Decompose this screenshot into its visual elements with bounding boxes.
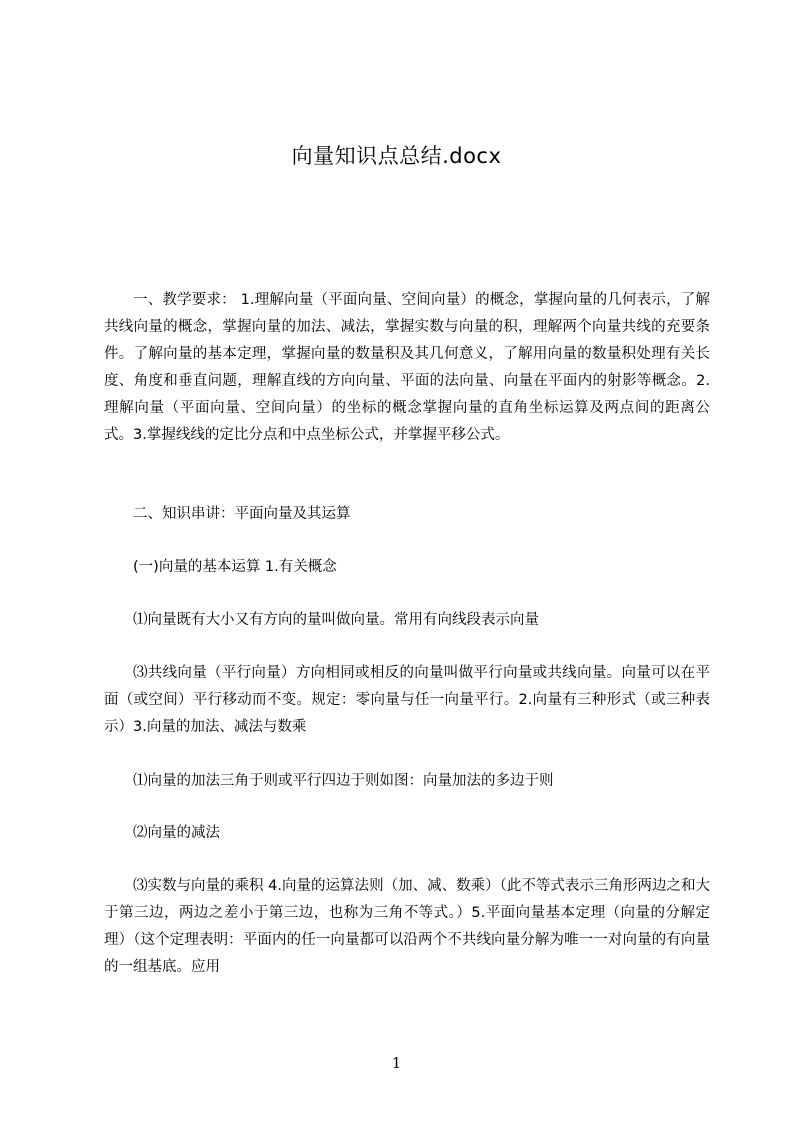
document-title: 向量知识点总结.docx <box>291 144 502 168</box>
paragraph-knowledge-heading: 二、知识串讲：平面向量及其运算 <box>133 506 351 522</box>
paragraph-basic-operations-heading: (一)向量的基本运算 1.有关概念 <box>133 559 337 575</box>
page-number: 1 <box>391 1054 402 1072</box>
paragraph-vector-subtraction: ⑵向量的减法 <box>133 825 220 841</box>
paragraph-teaching-requirements: 一、教学要求： 1.理解向量（平面向量、空间向量）的概念，掌握向量的几何表示，了解共线向量的概念，掌握向量的加法、减法，掌握实数与向量的积，理解两个向量共线的充要条件。了解向量的基本定理，掌握向量的数量积及其几何意义，了解用向量的数量积处理有关长度、角度和垂直问题，理解直线的方向向量、平面的法向量、向量在平面内的射影等概念。2.理解向量（平面向量、空间向量）的坐标的概念掌握向量的直角坐标运算及两点间的距离公式。3.掌握线线的定比分点和中点坐标公式，并掌握平移公式。 <box>104 292 710 443</box>
paragraph-vector-definition: ⑴向量既有大小又有方向的量叫做向量。常用有向线段表示向量 <box>133 612 539 628</box>
paragraph-vector-addition: ⑴向量的加法三角于则或平行四边于则如图：向量加法的多边于则 <box>133 773 554 789</box>
paragraph-collinear-vectors: ⑶共线向量（平行向量）方向相同或相反的向量叫做平行向量或共线向量。向量可以在平面（或空间）平行移动而不变。规定：零向量与任一向量平行。2.向量有三种形式（或三种表示）3.向量的加法、减法与数乘 <box>104 665 710 735</box>
paragraph-scalar-multiplication: ⑶实数与向量的乘积 4.向量的运算法则（加、减、数乘）（此不等式表示三角形两边之和大于第三边，两边之差小于第三边，也称为三角不等式。）5.平面向量基本定理（向量的分解定理）（这个定理表明：平面内的任一向量都可以沿两个不共线向量分解为唯一一对向量的有向量的一组基底。应用 <box>104 878 710 975</box>
